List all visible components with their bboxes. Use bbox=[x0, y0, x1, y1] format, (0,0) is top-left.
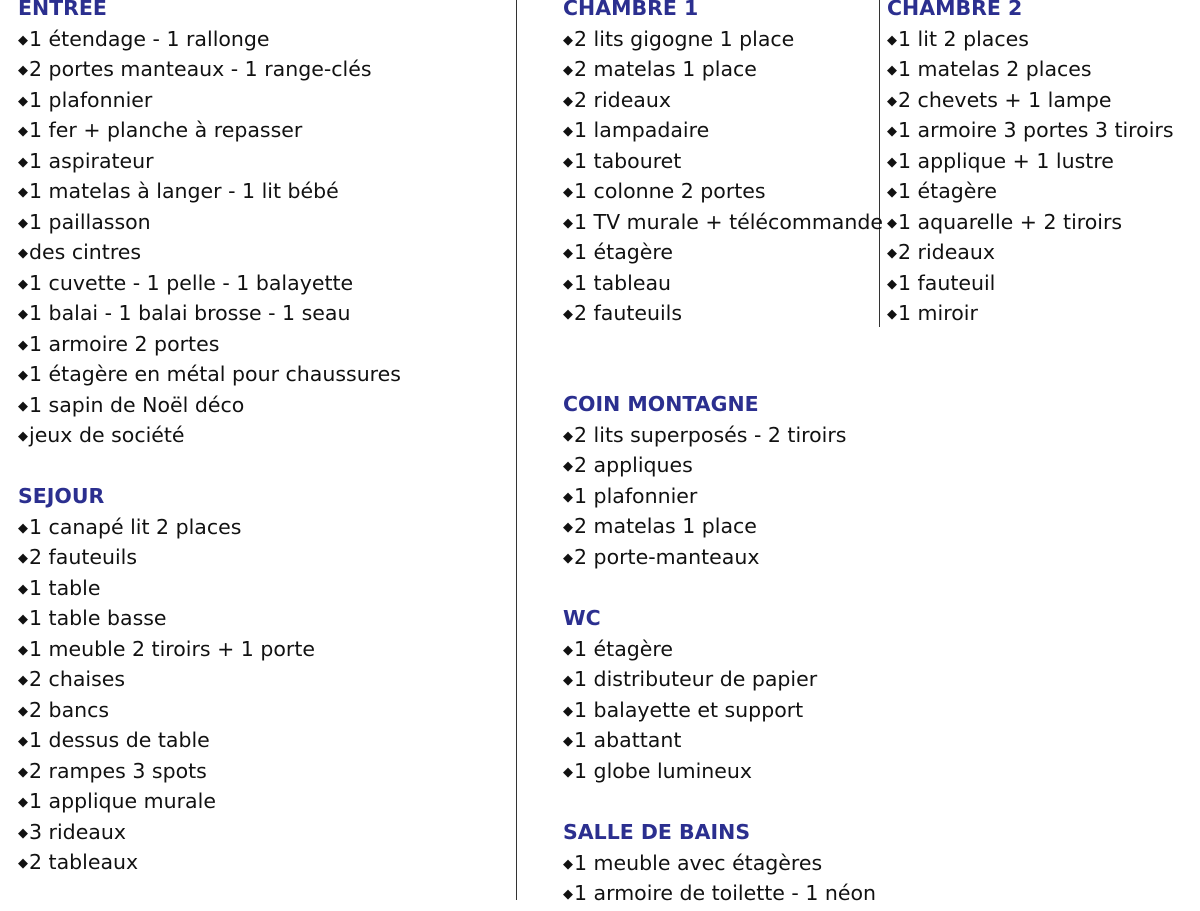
list-item-text: 2 lits gigogne 1 place bbox=[574, 26, 795, 51]
list-item-text: 1 globe lumineux bbox=[574, 758, 753, 783]
bullet-icon: ◆ bbox=[18, 337, 28, 353]
list-item bbox=[563, 54, 883, 85]
bullet-icon: ◆ bbox=[18, 551, 28, 566]
section-sejour bbox=[18, 481, 315, 878]
list-item bbox=[18, 390, 401, 421]
list-item-text: 1 étagère en métal pour chaussures bbox=[29, 362, 401, 386]
bullet-icon: ◆ bbox=[18, 673, 28, 688]
list-item bbox=[563, 420, 847, 451]
bullet-icon: ◆ bbox=[887, 215, 897, 231]
bullet-icon: ◆ bbox=[18, 795, 28, 810]
list-item bbox=[18, 756, 315, 787]
list-item bbox=[18, 237, 401, 268]
list-item-text: 1 tabouret bbox=[574, 148, 682, 173]
list-item-text: 2 lits superposés - 2 tiroirs bbox=[574, 422, 847, 447]
list-item bbox=[563, 756, 817, 787]
list-item-text: 1 matelas à langer - 1 lit bébé bbox=[29, 179, 339, 203]
bullet-icon: ◆ bbox=[563, 32, 573, 48]
bullet-icon: ◆ bbox=[563, 550, 573, 566]
bullet-icon: ◆ bbox=[563, 887, 573, 902]
section-chambre-2 bbox=[887, 0, 1174, 329]
list-item bbox=[887, 268, 1174, 299]
list-item bbox=[18, 24, 401, 55]
list-item-text: des cintres bbox=[29, 240, 142, 264]
list-item bbox=[18, 298, 401, 329]
list-item-text: 1 applique murale bbox=[29, 789, 216, 813]
list-item bbox=[18, 420, 401, 451]
section-title: SALLE DE BAINS bbox=[563, 820, 751, 844]
list-item-text: 1 armoire 2 portes bbox=[29, 331, 220, 356]
list-item-text: 1 plafonnier bbox=[574, 483, 698, 508]
list-item-text: 2 tableaux bbox=[29, 850, 139, 874]
list-item bbox=[563, 695, 817, 726]
list-item-text: 1 étendage - 1 rallonge bbox=[29, 26, 270, 51]
section-title: SEJOUR bbox=[18, 484, 105, 508]
bullet-icon: ◆ bbox=[563, 764, 573, 780]
list-item-text: 1 cuvette - 1 pelle - 1 balayette bbox=[29, 270, 354, 295]
list-item bbox=[887, 176, 1174, 207]
bullet-icon: ◆ bbox=[563, 673, 573, 688]
list-item bbox=[887, 237, 1174, 268]
bullet-icon: ◆ bbox=[18, 63, 28, 78]
bullet-icon: ◆ bbox=[563, 642, 573, 658]
bullet-icon: ◆ bbox=[18, 703, 28, 719]
list-item bbox=[18, 512, 315, 543]
list-item-text: 1 étagère bbox=[574, 240, 673, 264]
list-item-text: 1 tableau bbox=[574, 270, 672, 295]
list-item-text: 1 aquarelle + 2 tiroirs bbox=[898, 209, 1123, 234]
list-item-text: 3 rideaux bbox=[29, 819, 126, 844]
section-title: COIN MONTAGNE bbox=[563, 392, 759, 416]
list-item bbox=[887, 24, 1174, 55]
list-item bbox=[563, 664, 817, 695]
bullet-icon: ◆ bbox=[18, 93, 28, 109]
bullet-icon: ◆ bbox=[887, 185, 897, 200]
bullet-icon: ◆ bbox=[18, 398, 28, 414]
section-wc bbox=[563, 603, 817, 786]
bullet-icon: ◆ bbox=[18, 825, 28, 841]
list-item bbox=[563, 542, 847, 573]
bullet-icon: ◆ bbox=[563, 124, 573, 139]
list-item-text: 1 fer + planche à repasser bbox=[29, 118, 303, 142]
bullet-icon: ◆ bbox=[18, 642, 28, 658]
list-item-text: 1 miroir bbox=[898, 301, 978, 325]
list-item bbox=[563, 725, 817, 756]
bullet-icon: ◆ bbox=[887, 307, 897, 322]
list-item-text: 1 plafonnier bbox=[29, 87, 153, 112]
bullet-icon: ◆ bbox=[18, 185, 28, 200]
list-item bbox=[563, 878, 876, 909]
list-item-text: 2 rideaux bbox=[574, 87, 671, 112]
bullet-icon: ◆ bbox=[563, 93, 573, 109]
section-chambre-1 bbox=[563, 0, 883, 329]
bullet-icon: ◆ bbox=[18, 612, 28, 627]
list-item-text: 1 sapin de Noël déco bbox=[29, 392, 245, 417]
bullet-icon: ◆ bbox=[18, 734, 28, 749]
list-item-text: 1 armoire de toilette - 1 néon bbox=[574, 881, 877, 905]
list-item bbox=[887, 207, 1174, 238]
bullet-icon: ◆ bbox=[18, 276, 28, 292]
bullet-icon: ◆ bbox=[18, 429, 28, 444]
list-item bbox=[563, 146, 883, 177]
bullet-icon: ◆ bbox=[887, 276, 897, 292]
list-item bbox=[18, 634, 315, 665]
bullet-icon: ◆ bbox=[563, 428, 573, 444]
bullet-icon: ◆ bbox=[563, 703, 573, 719]
bullet-icon: ◆ bbox=[563, 63, 573, 78]
bullet-icon: ◆ bbox=[887, 154, 897, 170]
list-item-text: 1 meuble avec étagères bbox=[574, 850, 823, 875]
list-item bbox=[887, 298, 1174, 329]
bullet-icon: ◆ bbox=[563, 307, 573, 322]
section-salle-de-bains bbox=[563, 817, 876, 909]
list-item bbox=[887, 54, 1174, 85]
list-item-text: 1 dessus de table bbox=[29, 728, 210, 752]
list-item-text: 2 fauteuils bbox=[29, 545, 138, 569]
list-item bbox=[18, 664, 315, 695]
bullet-icon: ◆ bbox=[887, 124, 897, 139]
list-item bbox=[18, 268, 401, 299]
list-item bbox=[18, 115, 401, 146]
list-item-text: 2 rideaux bbox=[898, 240, 995, 264]
list-item-text: 2 porte-manteaux bbox=[574, 544, 760, 569]
list-item-text: 1 fauteuil bbox=[898, 270, 996, 295]
bullet-icon: ◆ bbox=[563, 459, 573, 474]
bullet-icon: ◆ bbox=[887, 93, 897, 109]
list-item bbox=[887, 146, 1174, 177]
list-item-text: 1 lampadaire bbox=[574, 118, 710, 142]
bullet-icon: ◆ bbox=[887, 246, 897, 261]
list-item bbox=[18, 695, 315, 726]
list-item-text: 1 table basse bbox=[29, 606, 167, 630]
list-item bbox=[18, 146, 401, 177]
list-item bbox=[18, 359, 401, 390]
list-item bbox=[887, 85, 1174, 116]
section-title: CHAMBRE 2 bbox=[887, 0, 1023, 20]
list-item bbox=[18, 847, 315, 878]
list-item-text: 1 balai - 1 balai brosse - 1 seau bbox=[29, 301, 351, 325]
bullet-icon: ◆ bbox=[563, 489, 573, 505]
list-item-text: 1 canapé lit 2 places bbox=[29, 514, 242, 539]
list-item-text: 2 chaises bbox=[29, 667, 126, 691]
list-item-text: 1 armoire 3 portes 3 tiroirs bbox=[898, 118, 1174, 142]
bullet-icon: ◆ bbox=[563, 856, 573, 872]
bullet-icon: ◆ bbox=[563, 246, 573, 261]
list-item bbox=[18, 603, 315, 634]
list-item-text: 1 étagère bbox=[574, 636, 673, 661]
list-item-text: 1 paillasson bbox=[29, 209, 151, 234]
bullet-icon: ◆ bbox=[18, 124, 28, 139]
list-item-text: 2 fauteuils bbox=[574, 301, 683, 325]
bullet-icon: ◆ bbox=[18, 215, 28, 231]
list-item-text: 1 table bbox=[29, 575, 101, 600]
list-item bbox=[18, 329, 401, 360]
list-item bbox=[18, 85, 401, 116]
list-item-text: 1 aspirateur bbox=[29, 148, 154, 173]
list-item-text: 1 matelas 2 places bbox=[898, 57, 1092, 81]
list-item bbox=[563, 481, 847, 512]
list-item bbox=[563, 634, 817, 665]
list-item-text: 1 lit 2 places bbox=[898, 26, 1029, 51]
list-item bbox=[18, 786, 315, 817]
bullet-icon: ◆ bbox=[18, 246, 28, 261]
list-item-text: 1 abattant bbox=[574, 728, 682, 752]
list-item-text: 2 chevets + 1 lampe bbox=[898, 87, 1112, 112]
list-item bbox=[18, 542, 315, 573]
list-item bbox=[563, 268, 883, 299]
bullet-icon: ◆ bbox=[18, 32, 28, 48]
bullet-icon: ◆ bbox=[18, 764, 28, 780]
column-divider-main bbox=[516, 0, 517, 900]
section-entree bbox=[18, 0, 401, 451]
list-item-text: 1 balayette et support bbox=[574, 697, 804, 722]
bullet-icon: ◆ bbox=[563, 734, 573, 749]
list-item-text: 2 matelas 1 place bbox=[574, 57, 757, 81]
list-item-text: jeux de société bbox=[29, 423, 185, 447]
bullet-icon: ◆ bbox=[887, 63, 897, 78]
list-item-text: 2 appliques bbox=[574, 453, 693, 477]
list-item bbox=[563, 24, 883, 55]
list-item bbox=[563, 848, 876, 879]
list-item-text: 1 colonne 2 portes bbox=[574, 179, 766, 203]
bullet-icon: ◆ bbox=[18, 856, 28, 871]
list-item-text: 1 meuble 2 tiroirs + 1 porte bbox=[29, 636, 315, 661]
list-item-text: 2 portes manteaux - 1 range-clés bbox=[29, 57, 372, 81]
section-title: CHAMBRE 1 bbox=[563, 0, 699, 20]
list-item bbox=[563, 85, 883, 116]
bullet-icon: ◆ bbox=[563, 276, 573, 292]
bullet-icon: ◆ bbox=[563, 520, 573, 535]
list-item-text: 1 TV murale + télécommande bbox=[574, 209, 883, 234]
list-item-text: 1 étagère bbox=[898, 179, 997, 203]
bullet-icon: ◆ bbox=[563, 185, 573, 200]
section-title: ENTREE bbox=[18, 0, 107, 20]
bullet-icon: ◆ bbox=[563, 154, 573, 170]
bullet-icon: ◆ bbox=[18, 154, 28, 170]
bullet-icon: ◆ bbox=[18, 368, 28, 383]
bullet-icon: ◆ bbox=[18, 581, 28, 597]
list-item bbox=[18, 207, 401, 238]
list-item bbox=[563, 115, 883, 146]
list-item-text: 2 rampes 3 spots bbox=[29, 758, 207, 783]
list-item bbox=[887, 115, 1174, 146]
list-item bbox=[563, 511, 847, 542]
list-item bbox=[563, 176, 883, 207]
list-item-text: 1 distributeur de papier bbox=[574, 667, 818, 691]
bullet-icon: ◆ bbox=[18, 307, 28, 322]
section-coin-montagne bbox=[563, 389, 847, 572]
section-title: WC bbox=[563, 606, 601, 630]
bullet-icon: ◆ bbox=[563, 215, 573, 231]
list-item bbox=[18, 54, 401, 85]
list-item bbox=[563, 450, 847, 481]
list-item bbox=[18, 176, 401, 207]
list-item bbox=[563, 298, 883, 329]
list-item bbox=[563, 207, 883, 238]
list-item-text: 1 applique + 1 lustre bbox=[898, 148, 1114, 173]
list-item bbox=[18, 725, 315, 756]
list-item bbox=[18, 573, 315, 604]
bullet-icon: ◆ bbox=[887, 32, 897, 48]
list-item bbox=[18, 817, 315, 848]
list-item bbox=[563, 237, 883, 268]
list-item-text: 2 bancs bbox=[29, 697, 110, 722]
list-item-text: 2 matelas 1 place bbox=[574, 514, 757, 538]
bullet-icon: ◆ bbox=[18, 520, 28, 536]
